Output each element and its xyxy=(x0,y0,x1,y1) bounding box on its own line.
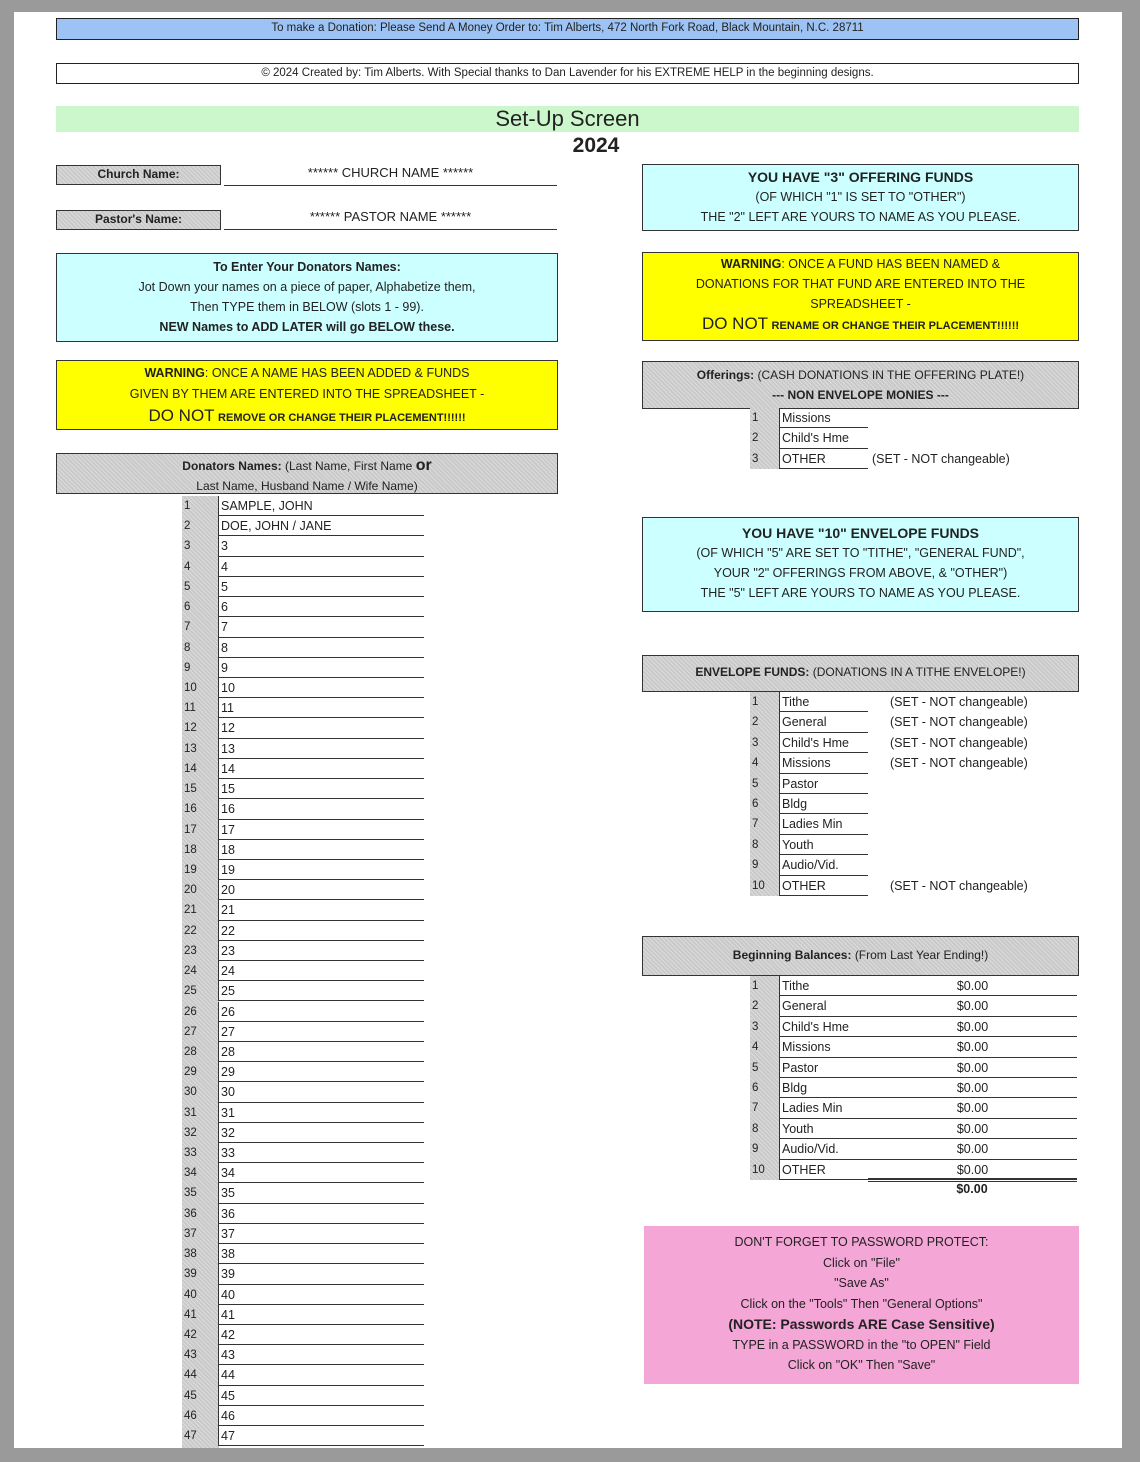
donor-row-number: 40 xyxy=(182,1285,219,1305)
balance-row-number: 8 xyxy=(750,1119,780,1139)
balance-row-number: 3 xyxy=(750,1017,780,1037)
envelope-fund-row xyxy=(750,794,1080,814)
balance-row-amount[interactable]: $0.00 xyxy=(868,1078,1077,1098)
offering-funds-info-box xyxy=(642,164,1079,231)
balance-row-number: 6 xyxy=(750,1078,780,1098)
envelope-fund-row-name[interactable]: Audio/Vid. xyxy=(780,855,868,875)
balance-total: $0.00 xyxy=(956,1182,988,1196)
envelope-fund-row-number: 1 xyxy=(750,692,780,712)
donors-header xyxy=(56,453,558,494)
donor-row-name[interactable]: 44 xyxy=(219,1365,424,1385)
donor-row-name[interactable]: 16 xyxy=(219,799,424,819)
donor-row-name[interactable]: 12 xyxy=(219,718,424,738)
donor-row-name[interactable]: 8 xyxy=(219,638,424,658)
offering-funds-line2: THE "2" LEFT ARE YOURS TO NAME AS YOU PLEASE. xyxy=(700,210,1021,224)
donor-row-name[interactable]: 47 xyxy=(219,1426,424,1446)
donor-row xyxy=(182,516,424,536)
donor-row xyxy=(182,961,424,981)
donor-row-name[interactable]: 24 xyxy=(219,961,424,981)
donor-row xyxy=(182,840,424,860)
envelope-funds-info-box xyxy=(642,517,1079,612)
donor-row-name[interactable]: 43 xyxy=(219,1345,424,1365)
donor-row-number: 36 xyxy=(182,1204,219,1224)
fund-warning-line3: SPREADSHEET - xyxy=(810,297,911,311)
balance-row xyxy=(750,1017,1080,1037)
offering-funds-line1: (OF WHICH "1" IS SET TO "OTHER") xyxy=(755,190,966,204)
donor-row xyxy=(182,1386,424,1406)
password-line1: DON'T FORGET TO PASSWORD PROTECT: xyxy=(734,1235,989,1249)
envelope-fund-row xyxy=(750,876,1080,896)
envelope-fund-row-name[interactable]: Ladies Min xyxy=(780,814,868,834)
offering-list xyxy=(750,408,1010,469)
balance-row-amount[interactable]: $0.00 xyxy=(868,976,1077,996)
donor-row-number: 19 xyxy=(182,860,219,880)
envelope-fund-row-name[interactable]: General xyxy=(780,712,868,732)
donor-row xyxy=(182,1365,424,1385)
donor-row xyxy=(182,577,424,597)
donor-row-name[interactable]: 18 xyxy=(219,840,424,860)
donor-row-name[interactable]: 25 xyxy=(219,981,424,1001)
donor-row xyxy=(182,759,424,779)
balance-row-number: 2 xyxy=(750,996,780,1016)
donor-row-number: 26 xyxy=(182,1002,219,1022)
donor-row-name[interactable]: 13 xyxy=(219,739,424,759)
donor-row xyxy=(182,617,424,637)
spreadsheet-page xyxy=(14,12,1122,1448)
donor-row-name[interactable]: 39 xyxy=(219,1264,424,1284)
donor-row xyxy=(182,1204,424,1224)
donor-row-number: 23 xyxy=(182,941,219,961)
donor-row-name[interactable]: 42 xyxy=(219,1325,424,1345)
envelope-fund-list xyxy=(750,692,1028,896)
donor-row-name[interactable]: 45 xyxy=(219,1386,424,1406)
balance-row-amount[interactable]: $0.00 xyxy=(868,1160,1077,1180)
donor-row-number: 14 xyxy=(182,759,219,779)
enter-donors-info-box xyxy=(56,253,558,342)
donor-warning-big: DO NOT xyxy=(148,406,215,425)
donor-row-name[interactable]: 20 xyxy=(219,880,424,900)
donor-row xyxy=(182,496,424,516)
balance-row-amount[interactable]: $0.00 xyxy=(868,996,1077,1016)
envelope-fund-row-number: 6 xyxy=(750,794,780,814)
donor-row-name[interactable]: 28 xyxy=(219,1042,424,1062)
year-label: 2024 xyxy=(572,134,620,157)
donor-row xyxy=(182,1305,424,1325)
donors-header-or: or xyxy=(415,457,432,474)
donor-row-number: 32 xyxy=(182,1123,219,1143)
balance-row-name[interactable]: Missions xyxy=(780,1037,868,1057)
envelope-funds-header-text: (DONATIONS IN A TITHE ENVELOPE!) xyxy=(812,665,1026,679)
donor-row xyxy=(182,1406,424,1426)
balance-row-amount[interactable]: $0.00 xyxy=(868,1037,1077,1057)
donor-row xyxy=(182,1002,424,1022)
donor-row-number: 41 xyxy=(182,1305,219,1325)
donor-row-name[interactable]: 30 xyxy=(219,1082,424,1102)
balance-row xyxy=(750,1098,1080,1118)
balance-row-name[interactable]: Bldg xyxy=(780,1078,868,1098)
donor-row-number: 35 xyxy=(182,1183,219,1203)
envelope-funds-header xyxy=(642,655,1079,692)
balance-row xyxy=(750,996,1080,1016)
donor-row-name[interactable]: 34 xyxy=(219,1163,424,1183)
beginning-balance-list xyxy=(750,976,1080,1180)
password-protect-box xyxy=(644,1226,1079,1384)
envelope-fund-row xyxy=(750,733,1080,753)
donors-header-sub: Last Name, Husband Name / Wife Name) xyxy=(196,479,418,493)
donor-row xyxy=(182,860,424,880)
envelope-fund-row xyxy=(750,712,1080,732)
envelope-fund-row xyxy=(750,835,1080,855)
envelope-fund-row xyxy=(750,774,1080,794)
envelope-funds-line3: THE "5" LEFT ARE YOURS TO NAME AS YOU PLEASE. xyxy=(700,586,1021,600)
donor-row-number: 16 xyxy=(182,799,219,819)
envelope-funds-title: YOU HAVE "10" ENVELOPE FUNDS xyxy=(741,525,980,541)
balance-row-name[interactable]: Pastor xyxy=(780,1058,868,1078)
password-line6: TYPE in a PASSWORD in the "to OPEN" Field xyxy=(732,1337,991,1352)
balance-row-name[interactable]: Tithe xyxy=(780,976,868,996)
donor-row-name[interactable]: 46 xyxy=(219,1406,424,1426)
donor-row-name[interactable]: 35 xyxy=(219,1183,424,1203)
donor-row xyxy=(182,900,424,920)
donor-row-name[interactable]: 37 xyxy=(219,1224,424,1244)
donor-row-name[interactable]: 10 xyxy=(219,678,424,698)
envelope-fund-row-number: 4 xyxy=(750,753,780,773)
donor-row xyxy=(182,1082,424,1102)
envelope-funds-header-bold: ENVELOPE FUNDS: xyxy=(695,665,810,679)
offerings-header xyxy=(642,361,1079,409)
balance-row-name[interactable]: General xyxy=(780,996,868,1016)
donor-row-number: 37 xyxy=(182,1224,219,1244)
balance-row-name[interactable]: Ladies Min xyxy=(780,1098,868,1118)
password-line4: Click on the "Tools" Then "General Options" xyxy=(740,1296,983,1311)
envelope-fund-row-name[interactable]: Tithe xyxy=(780,692,868,712)
donor-row-number: 22 xyxy=(182,921,219,941)
password-line3: "Save As" xyxy=(834,1276,889,1290)
donor-row xyxy=(182,799,424,819)
donor-row xyxy=(182,1143,424,1163)
church-name-label: Church Name: xyxy=(56,165,221,185)
donor-row-number: 44 xyxy=(182,1365,219,1385)
fund-warning-box xyxy=(642,252,1079,341)
donor-row-name[interactable]: 19 xyxy=(219,860,424,880)
donor-row-number: 10 xyxy=(182,678,219,698)
envelope-fund-row-number: 9 xyxy=(750,855,780,875)
donor-row-number: 4 xyxy=(182,557,219,577)
pastor-name-label: Pastor's Name: xyxy=(56,210,221,230)
donor-row xyxy=(182,820,424,840)
donor-warning-line2: GIVEN BY THEM ARE ENTERED INTO THE SPREADSHEET - xyxy=(129,387,485,401)
balance-row-number: 10 xyxy=(750,1160,780,1180)
fund-warning-line2: DONATIONS FOR THAT FUND ARE ENTERED INTO THE xyxy=(695,277,1026,291)
offering-row xyxy=(750,428,1080,448)
donor-row-name[interactable]: 41 xyxy=(219,1305,424,1325)
donor-row-number: 3 xyxy=(182,536,219,556)
offering-row-note: (SET - NOT changeable) xyxy=(872,451,1010,466)
envelope-fund-row-name[interactable]: Bldg xyxy=(780,794,868,814)
donor-row-name[interactable]: 9 xyxy=(219,658,424,678)
password-line2: Click on "File" xyxy=(823,1255,900,1270)
donor-row-name[interactable]: 17 xyxy=(219,820,424,840)
donor-warning-line1: : ONCE A NAME HAS BEEN ADDED & FUNDS xyxy=(204,366,470,380)
donor-row xyxy=(182,1183,424,1203)
donor-row-name[interactable]: 26 xyxy=(219,1002,424,1022)
donor-row-name[interactable]: 4 xyxy=(219,557,424,577)
donor-row xyxy=(182,981,424,1001)
balance-row xyxy=(750,1078,1080,1098)
balance-row-name[interactable]: Youth xyxy=(780,1119,868,1139)
donor-row xyxy=(182,698,424,718)
donor-row-number: 33 xyxy=(182,1143,219,1163)
offering-row-number: 1 xyxy=(750,408,780,428)
donor-row-number: 31 xyxy=(182,1103,219,1123)
donor-row-number: 21 xyxy=(182,900,219,920)
password-line7: Click on "OK" Then "Save" xyxy=(787,1358,936,1372)
balance-row-number: 1 xyxy=(750,976,780,996)
donor-row-number: 6 xyxy=(182,597,219,617)
balance-row xyxy=(750,1139,1080,1159)
donors-header-bold: Donators Names: xyxy=(182,459,282,473)
donor-row xyxy=(182,1426,424,1446)
donor-row-name[interactable]: 32 xyxy=(219,1123,424,1143)
balance-row-number: 5 xyxy=(750,1058,780,1078)
donor-row xyxy=(182,1264,424,1284)
donor-row xyxy=(182,718,424,738)
balance-row xyxy=(750,1058,1080,1078)
donor-row-name[interactable]: 21 xyxy=(219,900,424,920)
beginning-balances-header-text: (From Last Year Ending!) xyxy=(854,948,989,962)
balance-row xyxy=(750,1119,1080,1139)
donor-row-number: 47 xyxy=(182,1426,219,1446)
balance-row-amount[interactable]: $0.00 xyxy=(868,1017,1077,1037)
envelope-funds-line1: (OF WHICH "5" ARE SET TO "TITHE", "GENERAL FUND", xyxy=(696,546,1025,560)
donor-list xyxy=(182,496,424,1448)
envelope-fund-row xyxy=(750,814,1080,834)
envelope-fund-row xyxy=(750,692,1080,712)
donor-row-name[interactable]: 5 xyxy=(219,577,424,597)
balance-row-name[interactable]: Audio/Vid. xyxy=(780,1139,868,1159)
credit-banner: © 2024 Created by: Tim Alberts. With Special thanks to Dan Lavender for his EXTREME HELP in the beginning designs. xyxy=(56,63,1079,84)
envelope-fund-row-name[interactable]: Youth xyxy=(780,835,868,855)
donor-row-name[interactable]: DOE, JOHN / JANE xyxy=(219,516,424,536)
envelope-fund-row xyxy=(750,753,1080,773)
donor-row xyxy=(182,1123,424,1143)
donor-row xyxy=(182,536,424,556)
envelope-fund-row xyxy=(750,855,1080,875)
envelope-fund-row-note: (SET - NOT changeable) xyxy=(890,878,1028,893)
donation-banner: To make a Donation: Please Send A Money Order to: Tim Alberts, 472 North Fork Road, Black Mountain, N.C. 28711 xyxy=(56,18,1079,40)
donor-warning-title: WARNING xyxy=(144,366,205,380)
fund-warning-line1: : ONCE A FUND HAS BEEN NAMED & xyxy=(781,257,1001,271)
donor-row-name[interactable]: 14 xyxy=(219,759,424,779)
donor-row-name[interactable]: 3 xyxy=(219,536,424,556)
envelope-fund-row-number: 7 xyxy=(750,814,780,834)
offering-row xyxy=(750,408,1080,428)
donor-row-name[interactable]: 11 xyxy=(219,698,424,718)
donor-row-name[interactable]: 40 xyxy=(219,1285,424,1305)
balance-row xyxy=(750,1037,1080,1057)
balance-row-amount[interactable]: $0.00 xyxy=(868,1119,1077,1139)
donor-row xyxy=(182,921,424,941)
donor-row xyxy=(182,1042,424,1062)
donor-row-name[interactable]: 23 xyxy=(219,941,424,961)
donor-row-number: 39 xyxy=(182,1264,219,1284)
envelope-fund-row-number: 5 xyxy=(750,774,780,794)
donor-row xyxy=(182,1163,424,1183)
offering-row-name[interactable]: Child's Hme xyxy=(780,428,868,448)
password-line5: (NOTE: Passwords ARE Case Sensitive) xyxy=(728,1316,995,1332)
donor-row-number: 27 xyxy=(182,1022,219,1042)
donor-row xyxy=(182,1285,424,1305)
donor-row-number: 12 xyxy=(182,718,219,738)
balance-row-number: 9 xyxy=(750,1139,780,1159)
envelope-funds-line2: YOUR "2" OFFERINGS FROM ABOVE, & "OTHER") xyxy=(713,566,1008,580)
enter-donors-line1: Jot Down your names on a piece of paper, Alphabetize them, xyxy=(138,280,476,294)
envelope-fund-row-note: (SET - NOT changeable) xyxy=(890,735,1028,750)
balance-row-amount[interactable]: $0.00 xyxy=(868,1058,1077,1078)
title-bar xyxy=(56,106,1079,132)
envelope-fund-row-name[interactable]: OTHER xyxy=(780,876,868,896)
donor-row-number: 25 xyxy=(182,981,219,1001)
donor-warning-small: REMOVE OR CHANGE THEIR PLACEMENT!!!!!! xyxy=(218,412,466,424)
donor-row xyxy=(182,638,424,658)
donor-row-number: 15 xyxy=(182,779,219,799)
donor-row xyxy=(182,557,424,577)
offering-row xyxy=(750,449,1080,469)
donor-row xyxy=(182,1103,424,1123)
donor-row-number: 43 xyxy=(182,1345,219,1365)
donor-warning-box xyxy=(56,360,558,430)
donor-row-number: 18 xyxy=(182,840,219,860)
envelope-fund-row-number: 8 xyxy=(750,835,780,855)
page-title: Set-Up Screen xyxy=(495,106,640,131)
balance-row-name[interactable]: OTHER xyxy=(780,1160,868,1180)
donor-row-name[interactable]: 36 xyxy=(219,1204,424,1224)
donor-row xyxy=(182,1345,424,1365)
beginning-balances-header xyxy=(642,936,1079,976)
donor-row xyxy=(182,941,424,961)
donor-row xyxy=(182,1244,424,1264)
donor-row-number: 45 xyxy=(182,1386,219,1406)
donor-row xyxy=(182,1062,424,1082)
church-name-field[interactable]: ****** CHURCH NAME ****** xyxy=(224,162,557,186)
balance-row-number: 4 xyxy=(750,1037,780,1057)
donor-row-number: 34 xyxy=(182,1163,219,1183)
donor-row-number: 29 xyxy=(182,1062,219,1082)
donor-row-name[interactable]: 15 xyxy=(219,779,424,799)
envelope-fund-row-number: 2 xyxy=(750,712,780,732)
offering-row-number: 2 xyxy=(750,428,780,448)
donor-row-name[interactable]: 38 xyxy=(219,1244,424,1264)
envelope-fund-row-note: (SET - NOT changeable) xyxy=(890,695,1028,709)
fund-warning-small: RENAME OR CHANGE THEIR PLACEMENT!!!!!! xyxy=(771,320,1020,332)
donor-row xyxy=(182,739,424,759)
donor-row-name[interactable]: 7 xyxy=(219,617,424,637)
donor-row-number: 7 xyxy=(182,617,219,637)
donors-header-text: (Last Name, First Name xyxy=(285,459,413,473)
donor-row-number: 2 xyxy=(182,516,219,536)
donor-row-number: 17 xyxy=(182,820,219,840)
balance-row-number: 7 xyxy=(750,1098,780,1118)
donor-row xyxy=(182,880,424,900)
donor-row-name[interactable]: 22 xyxy=(219,921,424,941)
donor-row xyxy=(182,1325,424,1345)
donor-row-number: 42 xyxy=(182,1325,219,1345)
donor-row-number: 8 xyxy=(182,638,219,658)
donor-row-number: 5 xyxy=(182,577,219,597)
offerings-header-text: (CASH DONATIONS IN THE OFFERING PLATE!) xyxy=(757,368,1025,382)
fund-warning-big: DO NOT xyxy=(701,314,769,333)
enter-donors-title: To Enter Your Donators Names: xyxy=(213,260,401,274)
donor-row-number: 30 xyxy=(182,1082,219,1102)
donor-row-number: 20 xyxy=(182,880,219,900)
donor-row-name[interactable]: 31 xyxy=(219,1103,424,1123)
donor-row-number: 46 xyxy=(182,1406,219,1426)
donor-row xyxy=(182,1224,424,1244)
envelope-fund-row-note: (SET - NOT changeable) xyxy=(890,756,1028,771)
donor-row xyxy=(182,597,424,617)
envelope-fund-row-number: 3 xyxy=(750,733,780,753)
pastor-name-field[interactable]: ****** PASTOR NAME ****** xyxy=(224,206,557,230)
envelope-fund-row-name[interactable]: Pastor xyxy=(780,774,868,794)
donor-row-name[interactable]: 6 xyxy=(219,597,424,617)
donor-row-name[interactable]: SAMPLE, JOHN xyxy=(219,496,424,516)
envelope-fund-row-name[interactable]: Child's Hme xyxy=(780,733,868,753)
enter-donors-line2: Then TYPE them in BELOW (slots 1 - 99). xyxy=(190,300,424,314)
offerings-header-bold: Offerings: xyxy=(696,368,755,382)
offering-row-name[interactable]: Missions xyxy=(780,408,868,428)
donor-row-number: 24 xyxy=(182,961,219,981)
donor-row xyxy=(182,678,424,698)
envelope-fund-row-name[interactable]: Missions xyxy=(780,753,868,773)
donor-row-name[interactable]: 29 xyxy=(219,1062,424,1082)
enter-donors-line3: NEW Names to ADD LATER will go BELOW these. xyxy=(159,320,455,334)
offering-row-number: 3 xyxy=(750,449,780,469)
donor-row-number: 1 xyxy=(182,496,219,516)
balance-row xyxy=(750,1160,1080,1180)
donor-row-name[interactable]: 33 xyxy=(219,1143,424,1163)
balance-row-amount[interactable]: $0.00 xyxy=(868,1098,1077,1118)
donor-row xyxy=(182,658,424,678)
balance-row-amount[interactable]: $0.00 xyxy=(868,1139,1077,1159)
donor-row-number: 9 xyxy=(182,658,219,678)
balance-row-name[interactable]: Child's Hme xyxy=(780,1017,868,1037)
donor-row-number: 28 xyxy=(182,1042,219,1062)
fund-warning-title: WARNING xyxy=(720,257,782,271)
donor-row xyxy=(182,779,424,799)
offering-row-name[interactable]: OTHER xyxy=(780,449,868,469)
donor-row-number: 11 xyxy=(182,698,219,718)
balance-row xyxy=(750,976,1080,996)
donor-row-number: 13 xyxy=(182,739,219,759)
donor-row-name[interactable]: 27 xyxy=(219,1022,424,1042)
donor-row-number: 38 xyxy=(182,1244,219,1264)
donor-row xyxy=(182,1022,424,1042)
offerings-header-line2: --- NON ENVELOPE MONIES --- xyxy=(772,388,949,402)
offering-funds-title: YOU HAVE "3" OFFERING FUNDS xyxy=(747,169,974,185)
beginning-balances-header-bold: Beginning Balances: xyxy=(732,948,852,962)
envelope-fund-row-note: (SET - NOT changeable) xyxy=(890,715,1028,730)
envelope-fund-row-number: 10 xyxy=(750,876,780,896)
